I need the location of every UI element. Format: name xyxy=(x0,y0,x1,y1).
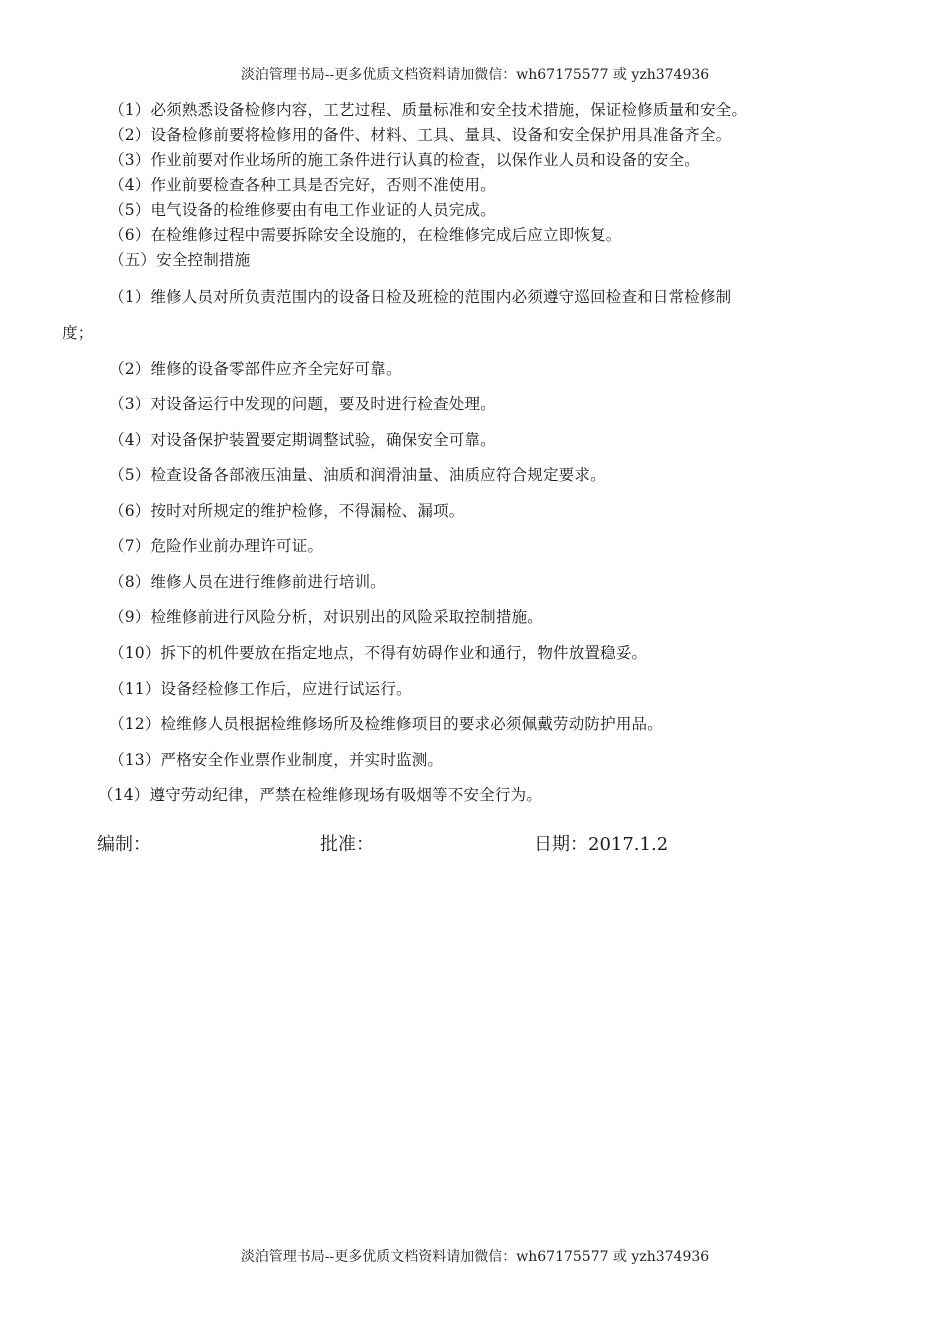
prepared-by-label: 编制： xyxy=(97,834,151,855)
list-item: （12）检维修人员根据检维修场所及检维修项目的要求必须佩戴劳动防护用品。 xyxy=(109,715,663,733)
list-item: （10）拆下的机件要放在指定地点，不得有妨碍作业和通行，物件放置稳妥。 xyxy=(109,644,648,662)
list-item: （8）维修人员在进行维修前进行培训。 xyxy=(109,573,386,591)
paragraph-line: （6）在检维修过程中需要拆除安全设施的，在检维修完成后应立即恢复。 xyxy=(109,226,622,244)
approved-by-label: 批准： xyxy=(320,834,374,855)
paragraph-line: 度； xyxy=(62,324,94,342)
section-heading: （五）安全控制措施 xyxy=(109,251,251,269)
page-header: 淡泊管理书局--更多优质文档资料请加微信：wh67175577 或 yzh374936 xyxy=(240,67,710,83)
paragraph-line: （3）作业前要对作业场所的施工条件进行认真的检查，以保作业人员和设备的安全。 xyxy=(109,151,700,169)
list-item: （3）对设备运行中发现的问题，要及时进行检查处理。 xyxy=(109,395,496,413)
list-item: （11）设备经检修工作后，应进行试运行。 xyxy=(109,680,412,698)
list-item: （4）对设备保护装置要定期调整试验，确保安全可靠。 xyxy=(109,431,496,449)
paragraph-line: （2）设备检修前要将检修用的备件、材料、工具、量具、设备和安全保护用具准备齐全。 xyxy=(109,126,732,144)
paragraph-line: （5）电气设备的检维修要由有电工作业证的人员完成。 xyxy=(109,201,496,219)
page-footer: 淡泊管理书局--更多优质文档资料请加微信：wh67175577 或 yzh374936 xyxy=(240,1249,710,1265)
date-label: 日期：2017.1.2 xyxy=(534,834,669,855)
paragraph-line: （1）维修人员对所负责范围内的设备日检及班检的范围内必须遵守巡回检查和日常检修制 xyxy=(109,288,732,306)
list-item: （2）维修的设备零部件应齐全完好可靠。 xyxy=(109,360,402,378)
list-item: （14）遵守劳动纪律，严禁在检维修现场有吸烟等不安全行为。 xyxy=(98,786,543,804)
list-item: （5）检查设备各部液压油量、油质和润滑油量、油质应符合规定要求。 xyxy=(109,466,606,484)
list-item: （9）检维修前进行风险分析，对识别出的风险采取控制措施。 xyxy=(109,608,543,626)
list-item: （13）严格安全作业票作业制度，并实时监测。 xyxy=(109,751,444,769)
list-item: （6）按时对所规定的维护检修，不得漏检、漏项。 xyxy=(109,502,465,520)
paragraph-line: （4）作业前要检查各种工具是否完好，否则不准使用。 xyxy=(109,176,496,194)
list-item: （7）危险作业前办理许可证。 xyxy=(109,537,324,555)
paragraph-line: （1）必须熟悉设备检修内容，工艺过程、质量标准和安全技术措施，保证检修质量和安全。 xyxy=(109,101,748,119)
